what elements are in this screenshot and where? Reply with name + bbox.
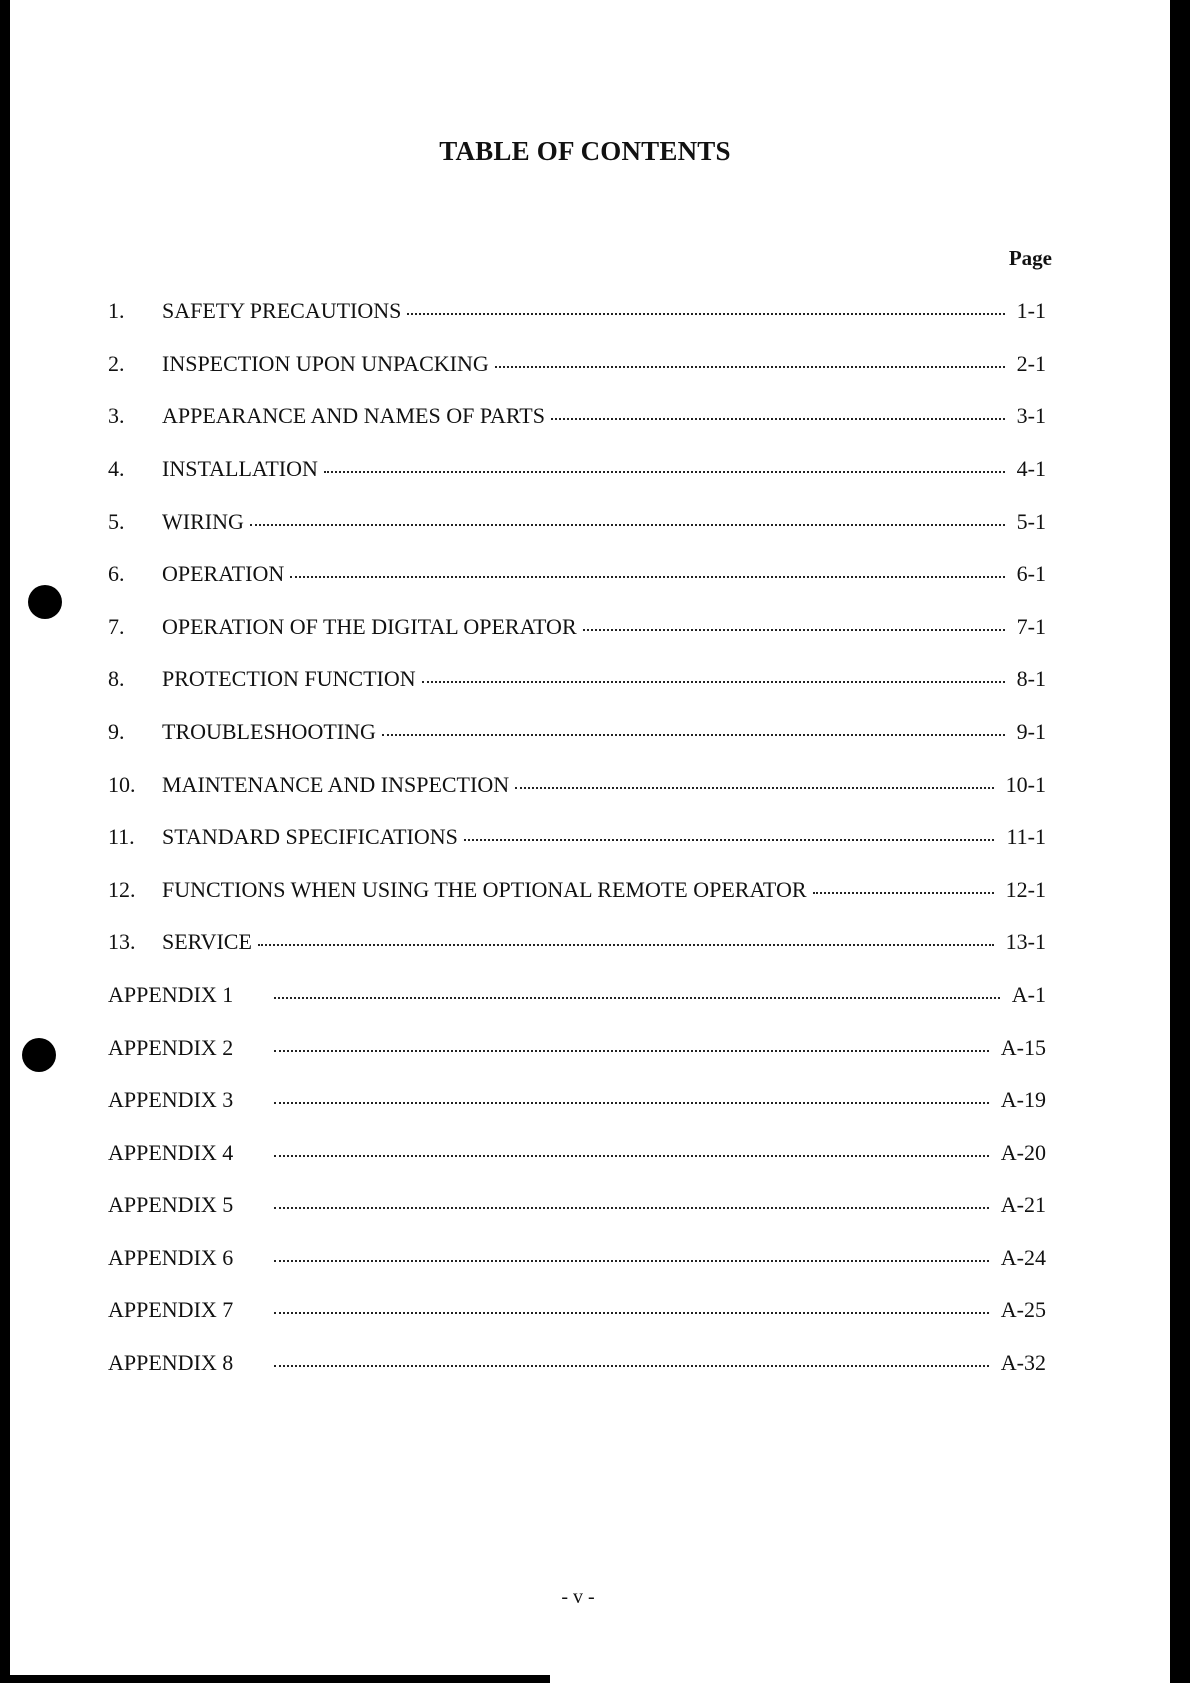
toc-entry-maintenance-and-inspection[interactable] [108, 772, 1046, 800]
scan-edge-left [0, 0, 10, 1683]
toc-entry-appendix-7[interactable] [108, 1297, 1046, 1325]
toc-entry-title: APPENDIX 1 [108, 982, 234, 1007]
toc-entry-page: 7-1 [1016, 614, 1046, 639]
toc-entry-troubleshooting[interactable] [108, 719, 1046, 747]
dot-leader [274, 1102, 989, 1104]
toc-entry-number: 5. [108, 509, 125, 534]
toc-entry-operation[interactable] [108, 561, 1046, 589]
toc-entry-number: 1. [108, 298, 125, 323]
toc-entry-page: 2-1 [1016, 351, 1046, 376]
toc-entry-number: 6. [108, 561, 125, 586]
dot-leader [274, 1155, 989, 1157]
page-number: - v - [561, 1586, 595, 1608]
toc-entry-title: APPEARANCE AND NAMES OF PARTS [162, 403, 545, 428]
toc-entry-page: A-19 [1000, 1087, 1046, 1112]
toc-entry-page: 3-1 [1016, 403, 1046, 428]
toc-entry-title: OPERATION OF THE DIGITAL OPERATOR [162, 614, 577, 639]
toc-entry-number: 8. [108, 666, 125, 691]
toc-entry-title: APPENDIX 4 [108, 1140, 234, 1165]
dot-leader [274, 1260, 989, 1262]
dot-leader [258, 944, 994, 946]
dot-leader [515, 787, 994, 789]
toc-entry-page: A-25 [1000, 1297, 1046, 1322]
toc-entry-page: A-32 [1000, 1350, 1046, 1375]
toc-entry-appendix-4[interactable] [108, 1140, 1046, 1168]
toc-entry-title: TROUBLESHOOTING [162, 719, 376, 744]
toc-entry-protection-function[interactable] [108, 666, 1046, 694]
toc-entry-page: 13-1 [1005, 929, 1046, 954]
toc-entry-appendix-5[interactable] [108, 1192, 1046, 1220]
toc-entry-inspection-upon-unpacking[interactable] [108, 351, 1046, 379]
dot-leader [324, 471, 1005, 473]
dot-leader [813, 892, 994, 894]
toc-entry-page: 1-1 [1016, 298, 1046, 323]
toc-entry-title: APPENDIX 2 [108, 1035, 234, 1060]
dot-leader [382, 734, 1005, 736]
toc-entry-page: 6-1 [1016, 561, 1046, 586]
toc-entry-page: 12-1 [1005, 877, 1046, 902]
toc-entry-page: 11-1 [1006, 824, 1046, 849]
dot-leader [407, 313, 1004, 315]
dot-leader [250, 524, 1005, 526]
binder-hole-upper [28, 585, 62, 619]
dot-leader [464, 839, 995, 841]
toc-entry-functions-optional-remote-operator[interactable] [108, 877, 1046, 905]
toc-entry-title: STANDARD SPECIFICATIONS [162, 824, 458, 849]
toc-entry-title: MAINTENANCE AND INSPECTION [162, 772, 510, 797]
toc-entry-page: A-21 [1000, 1192, 1046, 1217]
toc-entry-title: INSTALLATION [162, 456, 318, 481]
toc-entry-title: APPENDIX 6 [108, 1245, 234, 1270]
toc-entry-number: 10. [108, 772, 136, 797]
dot-leader [551, 418, 1005, 420]
toc-entry-number: 9. [108, 719, 125, 744]
dot-leader [274, 1207, 989, 1209]
toc-entry-page: 5-1 [1016, 509, 1046, 534]
toc-entry-number: 13. [108, 929, 136, 954]
toc-entry-page: A-1 [1011, 982, 1046, 1007]
toc-entry-title: SERVICE [162, 929, 252, 954]
binder-hole-lower [22, 1038, 56, 1072]
toc-entry-title: APPENDIX 8 [108, 1350, 234, 1375]
dot-leader [495, 366, 1005, 368]
dot-leader [290, 576, 1004, 578]
toc-entry-page: A-20 [1000, 1140, 1046, 1165]
toc-entry-number: 2. [108, 351, 125, 376]
toc-entry-number: 3. [108, 403, 125, 428]
toc-entry-page: 10-1 [1005, 772, 1046, 797]
toc-entry-title: APPENDIX 3 [108, 1087, 234, 1112]
toc-entry-page: A-15 [1000, 1035, 1046, 1060]
toc-entry-appendix-8[interactable] [108, 1350, 1046, 1378]
toc-entry-appendix-6[interactable] [108, 1245, 1046, 1273]
dot-leader [274, 997, 1000, 999]
toc-entry-page: A-24 [1000, 1245, 1046, 1270]
toc-entry-standard-specifications[interactable] [108, 824, 1046, 852]
toc-entry-safety-precautions[interactable] [108, 298, 1046, 326]
toc-entry-title: INSPECTION UPON UNPACKING [162, 351, 489, 376]
dot-leader [274, 1365, 989, 1367]
toc-entry-appendix-1[interactable] [108, 982, 1046, 1010]
toc-entry-appearance-and-names-of-parts[interactable] [108, 403, 1046, 431]
page-title: TABLE OF CONTENTS [439, 136, 731, 166]
toc-entry-page: 4-1 [1016, 456, 1046, 481]
toc-entry-page: 8-1 [1016, 666, 1046, 691]
toc-entry-operation-of-the-digital-operator[interactable] [108, 614, 1046, 642]
toc-entry-title: APPENDIX 7 [108, 1297, 234, 1322]
dot-leader [583, 629, 1005, 631]
dot-leader [274, 1312, 989, 1314]
scan-edge-right [1170, 0, 1190, 1683]
toc-entry-number: 7. [108, 614, 125, 639]
dot-leader [274, 1050, 989, 1052]
toc-entry-number: 11. [108, 824, 135, 849]
toc-entry-wiring[interactable] [108, 509, 1046, 537]
page-column-header: Page [1008, 246, 1052, 270]
toc-entry-title: WIRING [162, 509, 244, 534]
dot-leader [422, 681, 1005, 683]
toc-entry-title: SAFETY PRECAUTIONS [162, 298, 402, 323]
toc-entry-number: 12. [108, 877, 136, 902]
toc-entry-appendix-3[interactable] [108, 1087, 1046, 1115]
toc-entry-page: 9-1 [1016, 719, 1046, 744]
toc-entry-title: FUNCTIONS WHEN USING THE OPTIONAL REMOTE OPERATOR [162, 877, 807, 902]
toc-entry-title: OPERATION [162, 561, 285, 586]
toc-entry-installation[interactable] [108, 456, 1046, 484]
toc-entry-number: 4. [108, 456, 125, 481]
scan-edge-bottom [0, 1675, 550, 1683]
toc-entry-appendix-2[interactable] [108, 1035, 1046, 1063]
toc-entry-service[interactable] [108, 929, 1046, 957]
toc-entry-title: PROTECTION FUNCTION [162, 666, 416, 691]
toc-entry-title: APPENDIX 5 [108, 1192, 234, 1217]
